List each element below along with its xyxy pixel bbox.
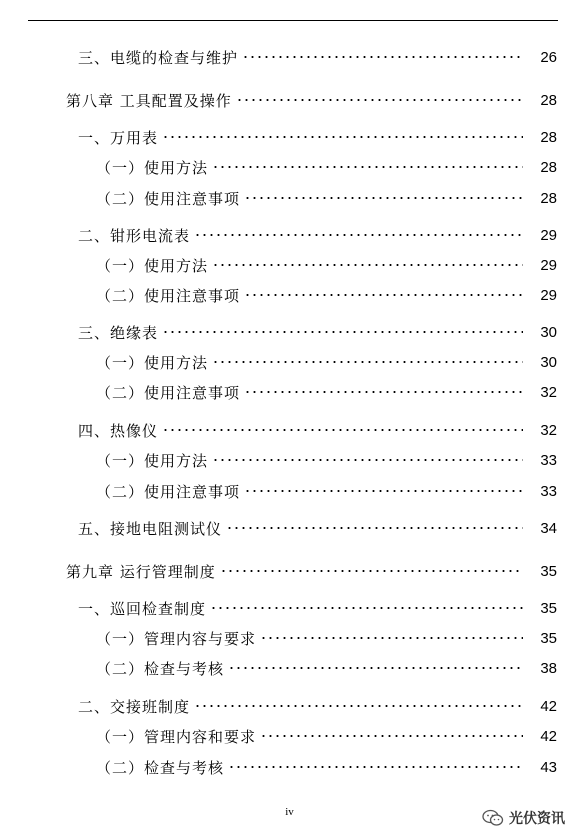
toc-entry-page: 32 — [540, 383, 557, 401]
toc-entry[interactable] — [0, 127, 579, 147]
dot-leader — [236, 94, 523, 106]
watermark-text: 光伏资讯 — [509, 811, 565, 827]
dot-leader — [228, 662, 523, 674]
toc-entry-label: （二）使用注意事项 — [96, 383, 241, 402]
dot-leader — [220, 565, 523, 577]
toc-entry-page: 32 — [540, 421, 557, 439]
dot-leader — [226, 522, 523, 534]
toc-entry-page: 28 — [540, 189, 557, 207]
toc-entry-page: 30 — [540, 323, 557, 341]
dot-leader — [162, 424, 523, 436]
toc-entry[interactable] — [0, 47, 579, 67]
toc-entry[interactable] — [0, 628, 579, 648]
footer-page-number: iv — [285, 806, 294, 818]
toc-entry[interactable] — [0, 255, 579, 275]
toc-entry-label: 第九章 运行管理制度 — [66, 562, 216, 581]
toc-entry-label: （二）使用注意事项 — [96, 482, 241, 501]
toc-entry[interactable] — [0, 322, 579, 342]
toc-entry[interactable] — [0, 696, 579, 716]
toc-entry-page: 30 — [540, 353, 557, 371]
toc-entry-label: 五、接地电阻测试仪 — [78, 519, 223, 538]
toc-entry-page: 35 — [540, 599, 557, 617]
toc-entry-page: 29 — [540, 256, 557, 274]
toc-entry-page: 42 — [540, 697, 557, 715]
toc-entry-label: 二、交接班制度 — [78, 697, 191, 716]
toc-entry-label: （一）使用方法 — [96, 353, 209, 372]
toc-entry-page: 26 — [540, 48, 557, 66]
top-rule — [28, 20, 558, 21]
dot-leader — [260, 730, 523, 742]
toc-entry[interactable] — [0, 225, 579, 245]
dot-leader — [162, 131, 523, 143]
toc-entry-page: 43 — [540, 758, 557, 776]
dot-leader — [244, 192, 523, 204]
toc-entry-page: 29 — [540, 226, 557, 244]
toc-entry-page: 33 — [540, 451, 557, 469]
toc-entry-page: 29 — [540, 286, 557, 304]
dot-leader — [212, 161, 523, 173]
toc-entry[interactable] — [0, 598, 579, 618]
dot-leader — [244, 289, 523, 301]
toc-entry[interactable] — [0, 352, 579, 372]
toc-entry-label: （一）管理内容和要求 — [96, 727, 257, 746]
toc-entry-label: （二）使用注意事项 — [96, 286, 241, 305]
dot-leader — [244, 485, 523, 497]
dot-leader — [210, 602, 523, 614]
toc-entry[interactable] — [0, 285, 579, 305]
toc-entry[interactable] — [0, 726, 579, 746]
toc-entry[interactable] — [0, 90, 579, 110]
toc-entry[interactable] — [0, 561, 579, 581]
toc-entry[interactable] — [0, 518, 579, 538]
toc-entry-label: 三、电缆的检查与维护 — [78, 48, 239, 67]
dot-leader — [260, 632, 523, 644]
toc-entry-label: 三、绝缘表 — [78, 323, 159, 342]
toc-entry-label: （一）管理内容与要求 — [96, 629, 257, 648]
toc-entry-page: 33 — [540, 482, 557, 500]
dot-leader — [212, 454, 523, 466]
toc-entry-label: 第八章 工具配置及操作 — [66, 91, 232, 110]
dot-leader — [194, 700, 523, 712]
dot-leader — [242, 51, 523, 63]
dot-leader — [162, 326, 523, 338]
toc-entry-label: （二）检查与考核 — [96, 758, 225, 777]
dot-leader — [194, 229, 523, 241]
dot-leader — [244, 386, 523, 398]
toc-entry[interactable] — [0, 450, 579, 470]
toc-entry-label: 四、热像仪 — [78, 421, 159, 440]
toc-entry[interactable] — [0, 757, 579, 777]
toc-entry-label: （一）使用方法 — [96, 158, 209, 177]
toc-entry[interactable] — [0, 188, 579, 208]
toc-entry-page: 42 — [540, 727, 557, 745]
toc-entry-label: 一、万用表 — [78, 128, 159, 147]
toc-entry-page: 34 — [540, 519, 557, 537]
toc-entry[interactable] — [0, 382, 579, 402]
toc-entry-page: 38 — [540, 659, 557, 677]
watermark — [482, 808, 565, 828]
toc-entry-label: 一、巡回检查制度 — [78, 599, 207, 618]
toc-entry[interactable] — [0, 420, 579, 440]
toc-entry-label: （二）检查与考核 — [96, 659, 225, 678]
toc-entry-label: （一）使用方法 — [96, 451, 209, 470]
toc-entry-page: 35 — [540, 629, 557, 647]
wechat-icon — [482, 809, 504, 827]
toc-entry[interactable] — [0, 481, 579, 501]
toc-entry[interactable] — [0, 658, 579, 678]
toc-entry-label: （二）使用注意事项 — [96, 189, 241, 208]
toc-entry-page: 28 — [540, 158, 557, 176]
toc-entry[interactable] — [0, 157, 579, 177]
dot-leader — [212, 356, 523, 368]
toc-entry-page: 28 — [540, 128, 557, 146]
toc-entry-label: 二、钳形电流表 — [78, 226, 191, 245]
dot-leader — [228, 761, 523, 773]
toc-entry-label: （一）使用方法 — [96, 256, 209, 275]
toc-entry-page: 35 — [540, 562, 557, 580]
dot-leader — [212, 259, 523, 271]
toc-entry-page: 28 — [540, 91, 557, 109]
